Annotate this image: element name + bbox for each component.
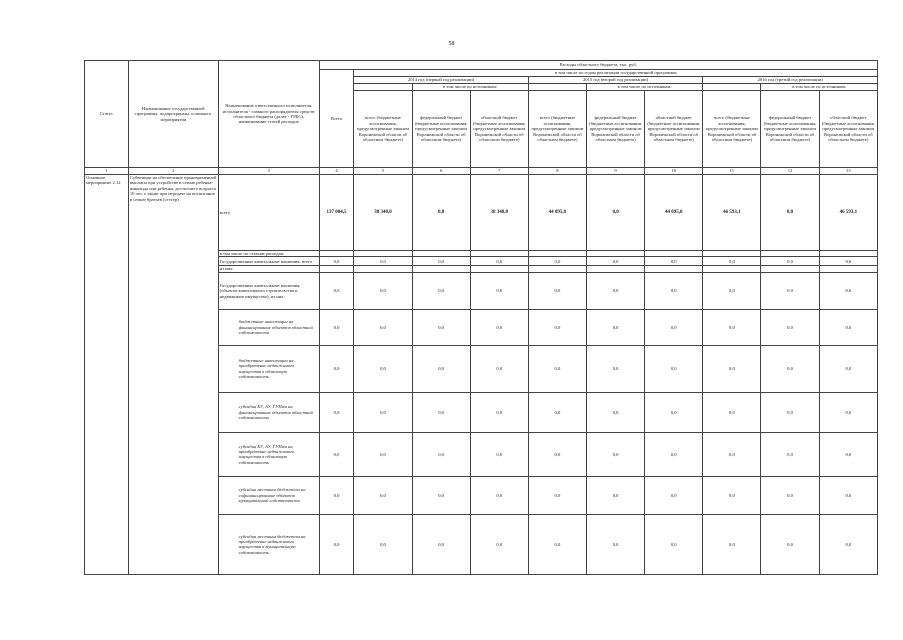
expense-value: 0,0 xyxy=(819,514,877,574)
expense-value: 0,0 xyxy=(819,432,877,476)
header-year-2015: 2015 год (второй год реализации) xyxy=(528,77,702,84)
main-value: 38 340,0 xyxy=(470,175,528,251)
header-col-total: всего (бюджетные ассигнования, предусмотренные законом Воронежской области об областном бюджете) xyxy=(354,91,412,168)
expense-value: 0,0 xyxy=(412,309,470,345)
main-name: Субвенции на обеспечение единовременной выплаты при устройстве в семью ребенка-инвалида или ребенка, достигшего возраста 10 лет, а также при передаче на воспитание в семью братьев (сестер) xyxy=(128,175,218,575)
expense-value: 0,0 xyxy=(412,514,470,574)
expense-value: 0,0 xyxy=(645,392,703,432)
expense-value: 0,0 xyxy=(703,272,761,309)
expense-label: бюджетные инвестиции на финансирование объектов областной собственности xyxy=(218,309,319,345)
subheader-label: в том числе по статьям расходов: xyxy=(218,251,319,257)
column-number: 11 xyxy=(703,168,761,175)
main-value: 0,0 xyxy=(761,175,819,251)
expense-value: 0,0 xyxy=(587,272,645,309)
expense-value: 0,0 xyxy=(819,309,877,345)
header-total: Всего xyxy=(319,70,354,168)
expense-value: 0,0 xyxy=(412,257,470,266)
expense-label: субсидии местным бюджетам на приобретение недвижимого имущества в муниципальную собственность xyxy=(218,514,319,574)
expense-value: 0,0 xyxy=(761,272,819,309)
expense-value: 0,0 xyxy=(761,309,819,345)
header-col-regional: областной бюджет (бюджетные ассигнования, предусмотренные законом Воронежской области об областном бюджете) xyxy=(819,91,877,168)
expense-value: 0,0 xyxy=(645,476,703,514)
header-col-federal: федеральный бюджет (бюджетные ассигнования, предусмотренные законом Воронежской области об областном бюджете) xyxy=(412,91,470,168)
expense-label: субсидии БУ, АУ, ГУПам на приобретение недвижимого имущества в областную собственность xyxy=(218,432,319,476)
main-value: 137 004,5 xyxy=(319,175,354,251)
column-number: 10 xyxy=(645,168,703,175)
expense-value: 0,0 xyxy=(528,257,586,266)
header-col-total: всего (бюджетные ассигнования, предусмотренные законом Воронежской области об областном бюджете) xyxy=(703,91,761,168)
column-number: 9 xyxy=(587,168,645,175)
expense-value: 0,0 xyxy=(470,476,528,514)
expense-value: 0,0 xyxy=(470,272,528,309)
expense-value: 0,0 xyxy=(587,514,645,574)
expense-value: 0,0 xyxy=(819,257,877,266)
expense-value: 0,0 xyxy=(819,476,877,514)
expense-value: 0,0 xyxy=(412,392,470,432)
expense-value: 0,0 xyxy=(703,345,761,392)
expense-value: 0,0 xyxy=(470,392,528,432)
expense-value: 0,0 xyxy=(412,432,470,476)
expense-value: 0,0 xyxy=(470,345,528,392)
expense-value: 0,0 xyxy=(319,514,354,574)
expense-value: 0,0 xyxy=(587,257,645,266)
expense-value: 0,0 xyxy=(645,309,703,345)
expense-label: субсидии БУ, АУ, ГУПам на финансирование объектов областной собственности xyxy=(218,392,319,432)
expense-value: 0,0 xyxy=(319,392,354,432)
expense-value: 0,0 xyxy=(819,272,877,309)
expense-value: 0,0 xyxy=(528,272,586,309)
header-by-years: в том числе по годам реализации государственной программы xyxy=(354,70,878,77)
main-label: всего xyxy=(218,175,319,251)
column-number: 6 xyxy=(412,168,470,175)
expense-value: 0,0 xyxy=(354,476,412,514)
expense-value: 0,0 xyxy=(819,345,877,392)
expense-label: субсидии местным бюджетам на софинансирование объектов муниципальной собственности xyxy=(218,476,319,514)
expense-value: 0,0 xyxy=(761,476,819,514)
expense-value: 0,0 xyxy=(319,257,354,266)
column-number: 12 xyxy=(761,168,819,175)
expense-value: 0,0 xyxy=(319,272,354,309)
expense-value: 0,0 xyxy=(587,392,645,432)
expense-value: 0,0 xyxy=(645,272,703,309)
expense-value: 0,0 xyxy=(703,476,761,514)
main-row xyxy=(85,175,878,251)
column-number: 8 xyxy=(528,168,586,175)
expense-label: из них: xyxy=(218,266,319,272)
header-executor: Наименование ответственного исполнителя, исполнителя - главного распорядителя средств областного бюджета (далее - ГРБС), наименование статей расходов xyxy=(218,61,319,168)
expense-value: 0,0 xyxy=(528,345,586,392)
expense-value: 0,0 xyxy=(354,514,412,574)
expense-value: 0,0 xyxy=(319,345,354,392)
expense-value: 0,0 xyxy=(412,476,470,514)
page-number: 58 xyxy=(448,41,455,47)
header-status: Статус xyxy=(85,61,129,168)
expense-value: 0,0 xyxy=(819,392,877,432)
column-number: 7 xyxy=(470,168,528,175)
expense-value: 0,0 xyxy=(761,514,819,574)
header-by-sources: в том числе по источникам: xyxy=(761,84,878,91)
expense-label: Государственные капитальные вложения, всего xyxy=(218,257,319,266)
expense-value: 0,0 xyxy=(761,257,819,266)
expense-value: 0,0 xyxy=(703,392,761,432)
expense-value: 0,0 xyxy=(354,272,412,309)
main-value: 38 340,0 xyxy=(354,175,412,251)
expense-value: 0,0 xyxy=(354,345,412,392)
header-name: Наименование государственной программы, подпрограммы, основного мероприятия xyxy=(128,61,218,168)
expense-value: 0,0 xyxy=(412,272,470,309)
main-value: 46 593,1 xyxy=(703,175,761,251)
header-col-regional: областной бюджет (бюджетные ассигнования, предусмотренные законом Воронежской области об областном бюджете) xyxy=(645,91,703,168)
expense-value: 0,0 xyxy=(528,476,586,514)
main-value: 46 593,1 xyxy=(819,175,877,251)
main-value: 0,0 xyxy=(587,175,645,251)
expense-value: 0,0 xyxy=(354,432,412,476)
expense-value: 0,0 xyxy=(761,345,819,392)
expense-value: 0,0 xyxy=(470,514,528,574)
column-number-row xyxy=(85,168,878,175)
expense-value: 0,0 xyxy=(761,392,819,432)
expense-value: 0,0 xyxy=(319,432,354,476)
main-status: Основное мероприятие 2.12 xyxy=(85,175,129,575)
expense-value: 0,0 xyxy=(761,432,819,476)
budget-table xyxy=(84,60,878,575)
header-col-regional: областной бюджет (бюджетные ассигнования, предусмотренные законом Воронежской области об областном бюджете) xyxy=(470,91,528,168)
expense-value: 0,0 xyxy=(645,432,703,476)
expense-value: 0,0 xyxy=(703,309,761,345)
expense-value: 0,0 xyxy=(703,514,761,574)
expense-value: 0,0 xyxy=(587,309,645,345)
expense-value: 0,0 xyxy=(319,476,354,514)
header-by-sources: в том числе по источникам: xyxy=(412,84,528,91)
header-expenses: Расходы областного бюджета, тыс. руб. xyxy=(319,61,877,70)
expense-value: 0,0 xyxy=(587,345,645,392)
expense-value: 0,0 xyxy=(703,257,761,266)
header-year-2014: 2014 год (первый год реализации) xyxy=(354,77,528,84)
main-value: 0,0 xyxy=(412,175,470,251)
expense-value: 0,0 xyxy=(587,476,645,514)
column-number: 2 xyxy=(128,168,218,175)
expense-value: 0,0 xyxy=(703,432,761,476)
main-value: 44 095,0 xyxy=(528,175,586,251)
expense-value: 0,0 xyxy=(645,257,703,266)
expense-value: 0,0 xyxy=(528,432,586,476)
main-value: 44 095,0 xyxy=(645,175,703,251)
column-number: 13 xyxy=(819,168,877,175)
expense-value: 0,0 xyxy=(528,514,586,574)
column-number: 1 xyxy=(85,168,129,175)
expense-value: 0,0 xyxy=(354,257,412,266)
expense-value: 0,0 xyxy=(354,392,412,432)
column-number: 3 xyxy=(218,168,319,175)
expense-value: 0,0 xyxy=(470,432,528,476)
expense-value: 0,0 xyxy=(645,514,703,574)
expense-label: бюджетные инвестиции на приобретение недвижимого имущества в областную собственность xyxy=(218,345,319,392)
expense-value: 0,0 xyxy=(412,345,470,392)
column-number: 4 xyxy=(319,168,354,175)
expense-value: 0,0 xyxy=(470,309,528,345)
header-by-sources: в том числе по источникам: xyxy=(587,84,703,91)
header-col-federal: федеральный бюджет (бюджетные ассигнования, предусмотренные законом Воронежской области об областном бюджете) xyxy=(587,91,645,168)
header-year-2016: 2016 год (третий год реализации) xyxy=(703,77,878,84)
header-col-total: всего (бюджетные ассигнования, предусмотренные законом Воронежской области об областном бюджете) xyxy=(528,91,586,168)
column-number: 5 xyxy=(354,168,412,175)
expense-value: 0,0 xyxy=(319,309,354,345)
expense-value: 0,0 xyxy=(470,257,528,266)
expense-value: 0,0 xyxy=(528,392,586,432)
header-col-federal: федеральный бюджет (бюджетные ассигнования, предусмотренные законом Воронежской области об областном бюджете) xyxy=(761,91,819,168)
expense-value: 0,0 xyxy=(587,432,645,476)
expense-value: 0,0 xyxy=(528,309,586,345)
expense-value: 0,0 xyxy=(354,309,412,345)
expense-label: Государственные капитальные вложения (объекты капитального строительства и недвижимое имущество), из них: xyxy=(218,272,319,309)
expense-value: 0,0 xyxy=(645,345,703,392)
